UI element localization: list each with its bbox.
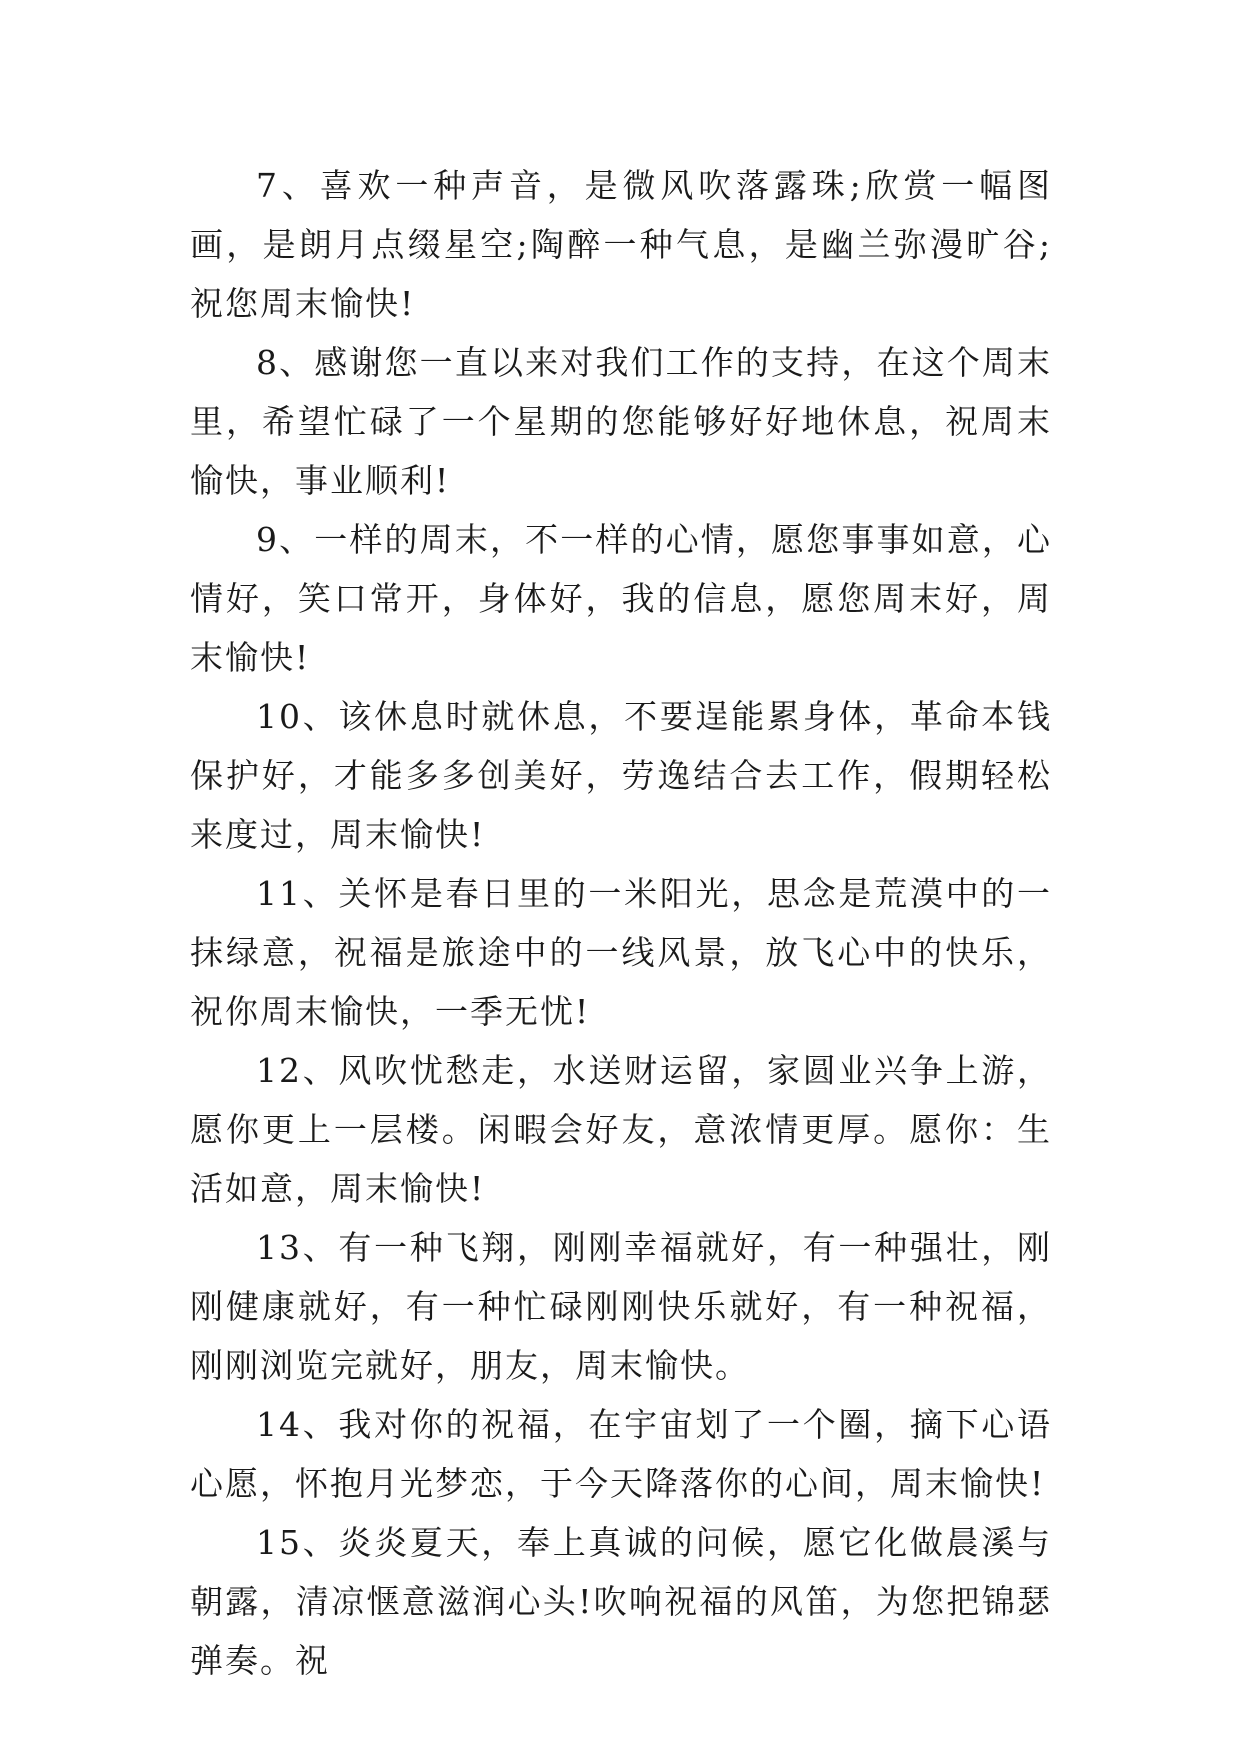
document-body xyxy=(190,156,1052,1690)
paragraph-9: 9、一样的周末，不一样的心情，愿您事事如意，心情好，笑口常开，身体好，我的信息，愿您周末好，周末愉快! xyxy=(190,520,1052,677)
paragraph-15: 15、炎炎夏天，奉上真诚的问候，愿它化做晨溪与朝露，清凉惬意滋润心头!吹响祝福的风笛，为您把锦瑟弹奏。祝 xyxy=(190,1523,1052,1680)
paragraph-11: 11、关怀是春日里的一米阳光，思念是荒漠中的一抹绿意，祝福是旅途中的一线风景，放飞心中的快乐，祝你周末愉快，一季无忧! xyxy=(190,874,1052,1031)
paragraph-8: 8、感谢您一直以来对我们工作的支持，在这个周末里，希望忙碌了一个星期的您能够好好地休息，祝周末愉快，事业顺利! xyxy=(190,343,1052,500)
paragraph-13: 13、有一种飞翔，刚刚幸福就好，有一种强壮，刚刚健康就好，有一种忙碌刚刚快乐就好，有一种祝福，刚刚浏览完就好，朋友，周末愉快。 xyxy=(190,1228,1052,1385)
paragraph-7: 7、喜欢一种声音，是微风吹落露珠;欣赏一幅图画，是朗月点缀星空;陶醉一种气息，是幽兰弥漫旷谷;祝您周末愉快! xyxy=(190,166,1052,323)
paragraph-10: 10、该休息时就休息，不要逞能累身体，革命本钱保护好，才能多多创美好，劳逸结合去工作，假期轻松来度过，周末愉快! xyxy=(190,697,1052,854)
paragraph-12: 12、风吹忧愁走，水送财运留，家圆业兴争上游，愿你更上一层楼。闲暇会好友，意浓情更厚。愿你：生活如意，周末愉快! xyxy=(190,1051,1052,1208)
paragraph-14: 14、我对你的祝福，在宇宙划了一个圈，摘下心语心愿，怀抱月光梦恋，于今天降落你的心间，周末愉快! xyxy=(190,1405,1052,1503)
